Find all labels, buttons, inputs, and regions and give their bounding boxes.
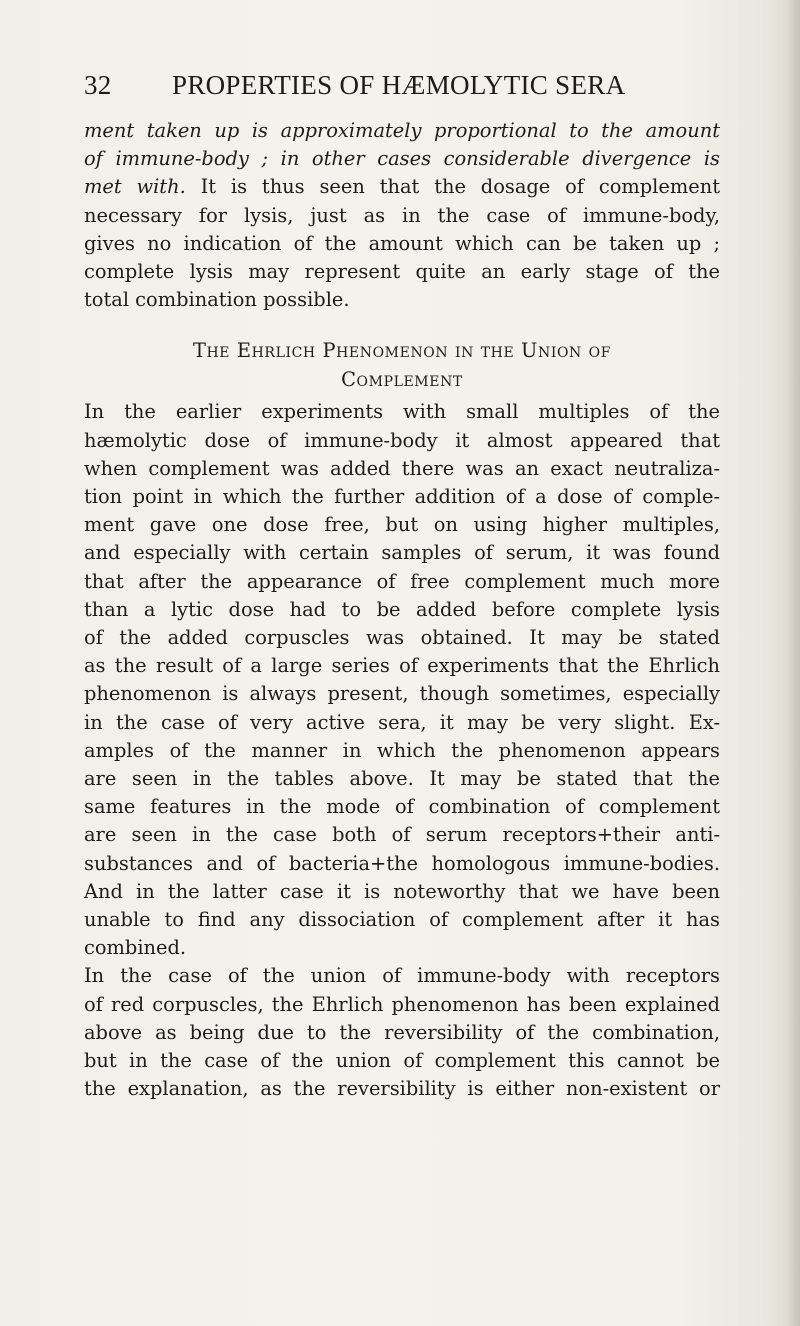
- text-line: [84, 145, 720, 173]
- text-line: when complement was added there was an exact neutraliza-: [84, 456, 720, 480]
- text-line: ment gave one dose free, but on using higher multiples,: [84, 513, 720, 537]
- text-line: are seen in the case both of serum receptors+their anti-: [84, 823, 720, 847]
- text-line: substances and of bacteria+the homologous immune-bodies.: [84, 851, 720, 875]
- text-line: than a lytic dose had to be added before complete lysis: [84, 597, 720, 621]
- text-line: amples of the manner in which the phenomenon appears: [84, 738, 720, 762]
- text-line: hæmolytic dose of immune-body it almost appeared that: [84, 428, 720, 452]
- paragraph-ehrlich-phenomenon: [84, 398, 720, 962]
- italic-text: met with.: [84, 175, 186, 199]
- body-text: [84, 117, 720, 1104]
- text-line: In the earlier experiments with small multiples of the: [84, 400, 720, 424]
- text-line: but in the case of the union of complement this cannot be: [84, 1049, 720, 1073]
- text-line: [84, 173, 720, 201]
- text-line: as the result of a large series of experiments that the Ehrlich: [84, 654, 720, 678]
- running-title: PROPERTIES OF HÆMOLYTIC SERA: [172, 70, 626, 100]
- text-line: tion point in which the further addition of a dose of comple-: [84, 485, 720, 509]
- opening-paragraph: [84, 117, 720, 314]
- text-line: the explanation, as the reversibility is either non-existent or: [84, 1077, 720, 1101]
- text-line: And in the latter case it is noteworthy that we have been: [84, 879, 720, 903]
- text-line: are seen in the tables above. It may be stated that the: [84, 767, 720, 791]
- text-line: of the added corpuscles was obtained. It may be stated: [84, 626, 720, 650]
- text-line: complete lysis may represent quite an early stage of the: [84, 260, 720, 284]
- text-line: above as being due to the reversibility of the combination,: [84, 1020, 720, 1044]
- running-head: [84, 70, 724, 110]
- italic-text: ment taken up is approximately proportional to the amount: [84, 119, 720, 142]
- text-line: unable to find any dissociation of complement after it has: [84, 908, 720, 932]
- section-heading-line-2: Complement: [341, 368, 463, 392]
- section-heading-line-1: The Ehrlich Phenomenon in the Union of: [192, 339, 612, 363]
- text-line: necessary for lysis, just as in the case of immune-body,: [84, 203, 720, 227]
- text-line: phenomenon is always present, though sometimes, especially: [84, 682, 720, 706]
- text-line: total combination possible.: [84, 288, 350, 312]
- text-line: of red corpuscles, the Ehrlich phenomenon has been explained: [84, 992, 720, 1016]
- page-edge-shadow: [786, 0, 800, 1326]
- italic-text: of immune-body ; in other cases considerable divergence is: [84, 147, 720, 171]
- text-line: that after the appearance of free complement much more: [84, 569, 720, 593]
- text-line: combined.: [84, 936, 187, 960]
- section-heading: [84, 336, 720, 394]
- paragraph-reversibility: [84, 962, 720, 1103]
- roman-text: It is thus seen that the dosage of complement: [185, 175, 720, 199]
- text-line: same features in the mode of combination of complement: [84, 795, 720, 819]
- text-line: gives no indication of the amount which can be taken up ;: [84, 231, 720, 255]
- page-number: 32: [84, 70, 112, 100]
- text-line: in the case of very active sera, it may be very slight. Ex-: [84, 710, 720, 734]
- text-line: [84, 117, 720, 145]
- text-line: In the case of the union of immune-body with receptors: [84, 964, 720, 988]
- text-line: and especially with certain samples of serum, it was found: [84, 541, 720, 565]
